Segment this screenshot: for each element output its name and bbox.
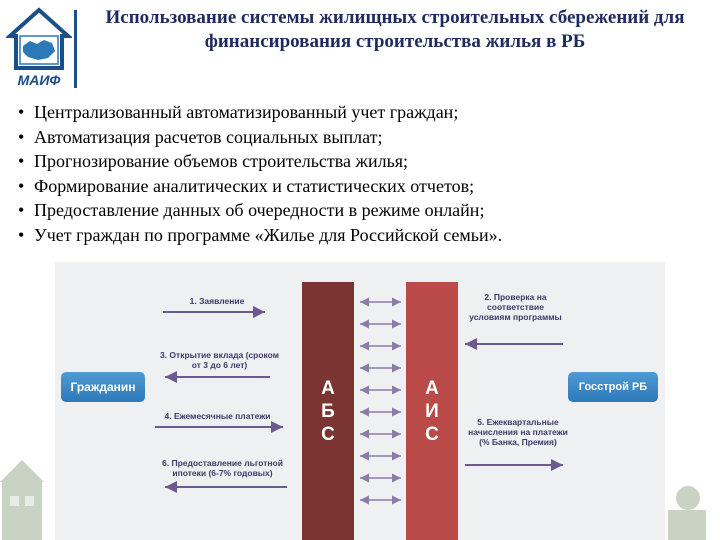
list-item: • Предоставление данных об очередности в режиме онлайн; — [18, 198, 708, 223]
feature-list — [18, 100, 708, 247]
flow-diagram — [55, 262, 665, 540]
ais-letter: А — [425, 377, 439, 399]
label-application: 1. Заявление — [189, 296, 245, 306]
ais-column — [406, 282, 458, 540]
label-monthly-payments: 4. Ежемесячные платежи — [164, 411, 271, 421]
abs-letter: Б — [321, 400, 335, 422]
sync-arrows — [360, 302, 401, 500]
logo-divider — [74, 10, 77, 88]
house-map-logo-icon — [6, 6, 72, 90]
label-quarterly: 5. Ежеквартальные начисления на платежи (% Банка, Премия) — [468, 417, 568, 447]
label-deposit: 3. Открытие вклада (сроком от 3 до 6 лет) — [159, 350, 280, 370]
ais-letter: И — [425, 400, 439, 422]
label-mortgage: 6. Предоставление льготной ипотеки (6-7% годовых) — [162, 458, 283, 478]
citizen-box: Гражданин — [61, 372, 145, 402]
list-item: • Формирование аналитических и статистических отчетов; — [18, 174, 708, 199]
ais-letter: С — [425, 423, 439, 445]
maif-logo — [6, 6, 72, 90]
logo-text: МАИФ — [17, 72, 61, 88]
label-check: 2. Проверка на соответствие условиям программы — [469, 292, 562, 322]
list-item: • Прогнозирование объемов строительства жилья; — [18, 149, 708, 174]
slide-title: Использование системы жилищных строительных сбережений для финансирования строительства жилья в РБ — [105, 7, 685, 52]
gosstroy-box: Госстрой РБ — [568, 372, 658, 402]
abs-letter: С — [321, 423, 335, 445]
list-item: • Учет граждан по программе «Жилье для Российской семьи». — [18, 223, 708, 248]
list-item: • Автоматизация расчетов социальных выплат; — [18, 125, 708, 150]
abs-letter: А — [321, 377, 335, 399]
list-item: • Централизованный автоматизированный учет граждан; — [18, 100, 708, 125]
abs-column — [302, 282, 354, 540]
